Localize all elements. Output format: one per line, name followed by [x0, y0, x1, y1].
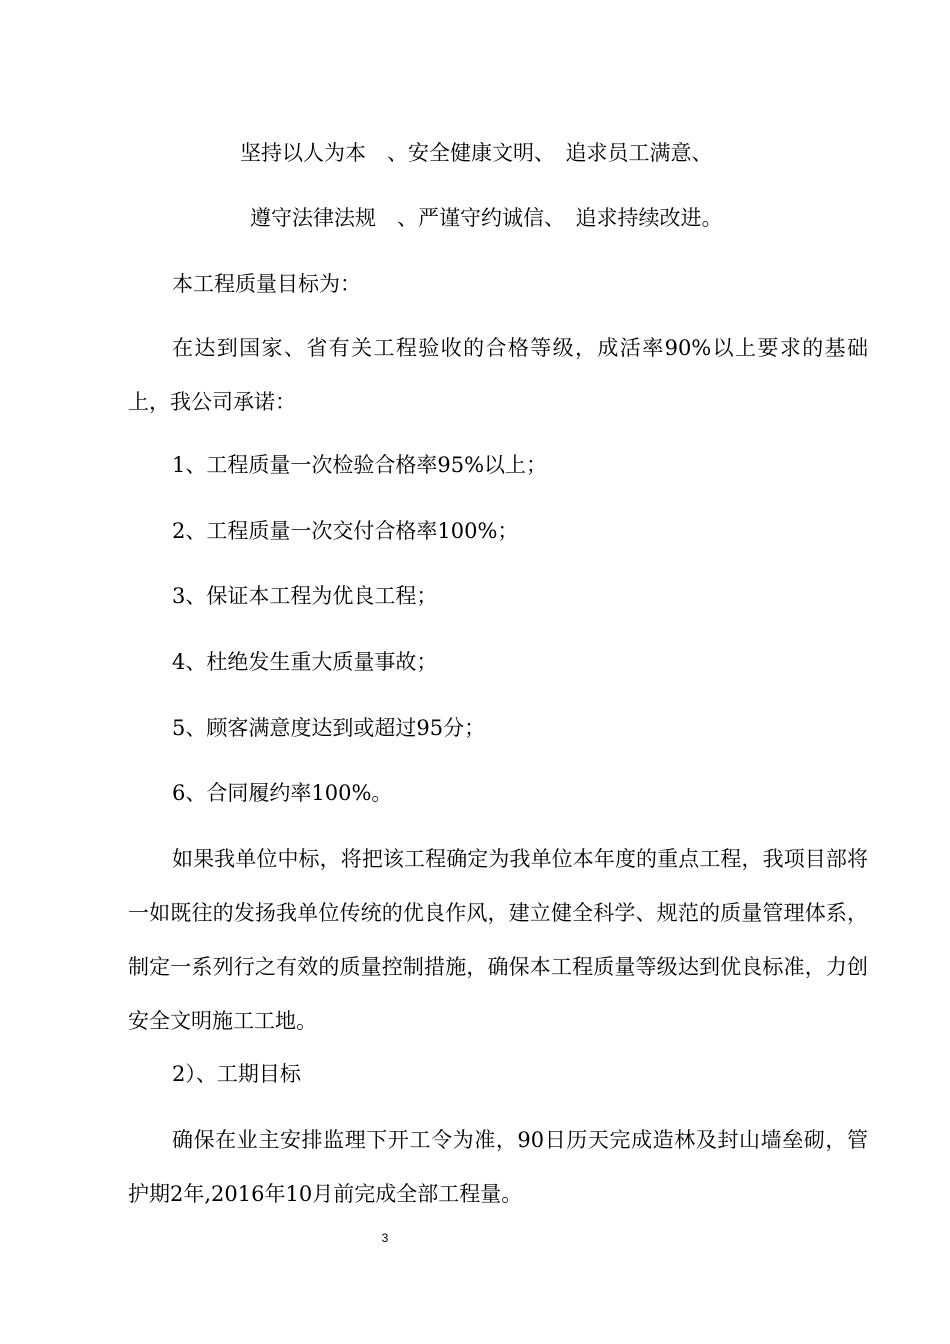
bid-paragraph: 如果我单位中标，将把该工程确定为我单位本年度的重点工程，我项目部将一如既往的发扬我单位传统的优良作风，建立健全科学、规范的质量管理体系，制定一系列行之有效的质量控制措施，确保本工程质量等级达到优良标准，力创安全文明施工工地。	[128, 847, 868, 1033]
commitment-item-5: 5、顾客满意度达到或超过95分；	[172, 716, 486, 740]
commitment-item-4: 4、杜绝发生重大质量事故；	[172, 650, 438, 674]
policy-line-2: 遵守法律法规 、严谨守约诚信、 追求持续改进。	[250, 206, 723, 230]
commitment-item-6: 6、合同履约率100%。	[172, 781, 393, 805]
policy-line-1: 坚持以人为本 、安全健康文明、 追求员工满意、	[240, 141, 713, 165]
commitment-item-1: 1、工程质量一次检验合格率95%以上；	[172, 453, 548, 477]
schedule-paragraph: 确保在业主安排监理下开工令为准，90日历天完成造林及封山墙垒砌，管护期2年,2016年10月前完成全部工程量。	[128, 1128, 868, 1206]
quality-heading: 本工程质量目标为：	[172, 272, 361, 296]
page-number: 3	[381, 1231, 389, 1245]
commitment-item-2: 2、工程质量一次交付合格率100%；	[172, 519, 519, 543]
quality-intro-paragraph: 在达到国家、省有关工程验收的合格等级，成活率90%以上要求的基础上，我公司承诺：	[128, 336, 868, 414]
commitment-item-3: 3、保证本工程为优良工程；	[172, 584, 438, 608]
schedule-heading: 2）、工期目标	[172, 1062, 301, 1086]
